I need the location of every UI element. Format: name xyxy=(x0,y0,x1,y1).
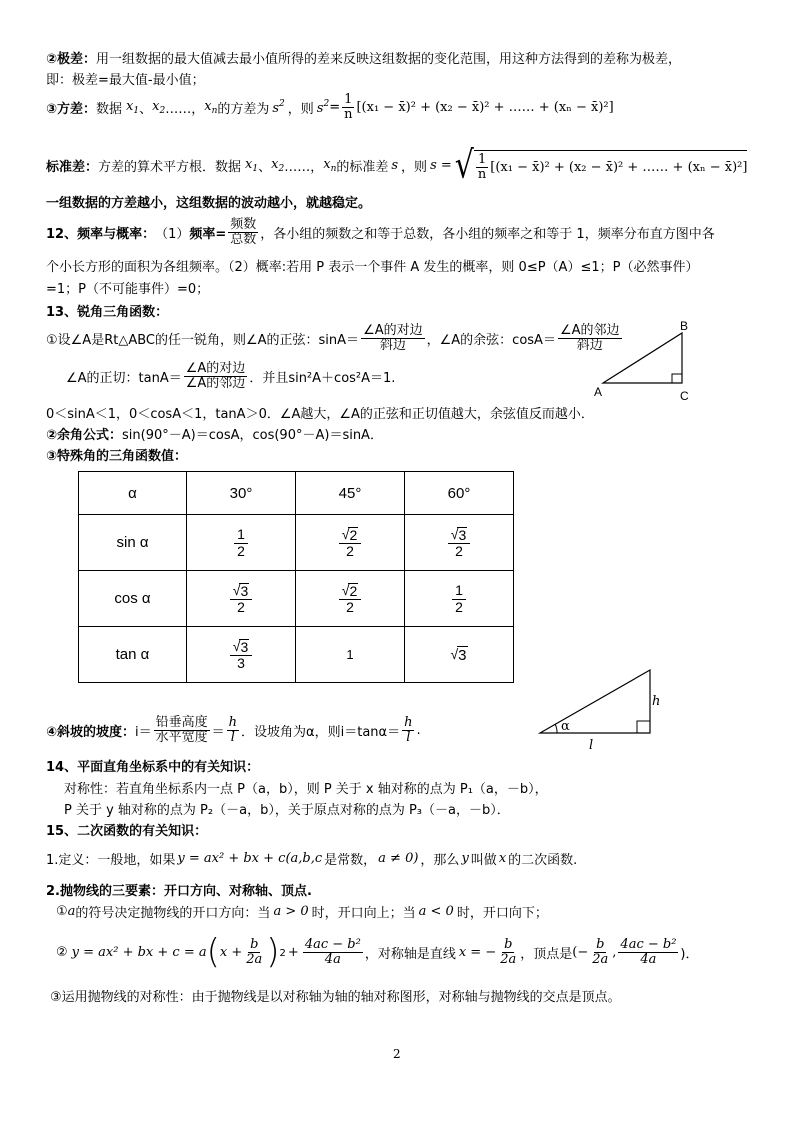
l-label: l xyxy=(589,738,594,753)
cell-cos60: $\frac{1}{2}$ xyxy=(405,571,514,627)
stddev-sep: 、 xyxy=(258,160,272,176)
alpha-label: α xyxy=(561,719,570,734)
label-c: C xyxy=(680,389,689,403)
label-a: A xyxy=(594,385,603,399)
cell-tan45: 1 xyxy=(296,627,405,683)
quad-def-b: 是常数， xyxy=(324,853,377,868)
three-elements-head: 2.抛物线的三要素：开口方向、对称轴、顶点. xyxy=(46,884,312,899)
item1-b: 的符号决定抛物线的开口方向：当 xyxy=(75,906,271,921)
header-alpha: α xyxy=(79,472,187,515)
right-angle-mark xyxy=(637,721,650,733)
item2-lhs: y = ax² + bx + c = a xyxy=(71,944,207,960)
coord-head: 14、平面直角坐标系中的有关知识： xyxy=(46,760,260,775)
row-label-cos: cos α xyxy=(79,571,187,627)
quad-def-a: 1.定义：一般地，如果 xyxy=(46,853,176,868)
variance-frac: $\frac{1}{n}$ xyxy=(344,92,353,122)
variance-formula-lhs: $s^2$ xyxy=(316,98,330,116)
item2-xeq: x = − xyxy=(458,944,497,960)
range-head: ②极差： xyxy=(46,52,97,67)
complement-formula: sin(90°－A)＝cosA，cos(90°－A)＝sinA． xyxy=(122,428,383,443)
item1-var: a xyxy=(67,904,76,919)
freq-rest: ，各小组的频数之和等于总数，各小组的频率之和等于 1，频率分布直方图中各 xyxy=(260,226,715,242)
quad-def-e: 的二次函数. xyxy=(508,853,578,868)
variance-sep: 、 xyxy=(139,101,153,117)
variance-x1: $x_1$ xyxy=(126,98,140,116)
variance-text: 数据 xyxy=(96,101,123,117)
cell-sin30: $\frac{1}{2}$ xyxy=(187,515,296,571)
freq-p1: （1） xyxy=(155,226,190,242)
acute-head: 13、锐角三角函数： xyxy=(46,305,169,320)
stddev-mid: 的标准差 xyxy=(336,160,389,176)
header-30: 30° xyxy=(187,472,296,515)
right-paren: ) xyxy=(266,932,280,972)
variance-dots: ……， xyxy=(165,101,205,117)
item2-x: x + xyxy=(219,944,243,960)
item2-frac-vx: $\frac{b}{2a}$ xyxy=(592,936,609,967)
sin-frac: $\frac{\text{∠A的对边}}{\text{斜边}}$ xyxy=(363,323,423,353)
stddev-body: [(x₁ − x̄)² + (x₂ − x̄)² + …… + (xₙ − x̄)²] xyxy=(490,159,748,175)
quad-def-cond: a ≠ 0) xyxy=(378,851,419,866)
cell-sin60: √ 3 2 xyxy=(405,515,514,571)
stddev-radicand xyxy=(474,150,748,181)
item2-vertex: ，顶点是 xyxy=(520,946,573,962)
slope-frac1: $\frac{\text{铅垂高度}}{\text{水平宽度}}$ xyxy=(155,715,208,745)
cell-sin45: √ 2 2 xyxy=(296,515,405,571)
stddev-frac: $\frac{1}{n}$ xyxy=(477,152,487,182)
right-triangle-figure xyxy=(590,318,700,408)
cos-frac: $\frac{\text{∠A的邻边}}{\text{斜边}}$ xyxy=(559,323,620,353)
item1-e: 时，开口向下； xyxy=(456,906,548,921)
quad-item1 xyxy=(56,902,548,921)
quad-def-c: ，那么 xyxy=(420,853,460,868)
freq-line3: =1；P（不可能事件）=0； xyxy=(46,282,210,297)
cell-tan60: √ 3 xyxy=(405,627,514,683)
freq-line2: 个小长方形的面积为各组频率。（2）概率:若用 P 表示一个事件 A 发生的概率，则 0≤P（A）≤1；P（必然事件） xyxy=(46,260,699,275)
item2-plus: + xyxy=(287,944,299,960)
freq-label: 频率= xyxy=(189,226,227,242)
item1-d: 时，开口向上；当 xyxy=(311,906,416,921)
quad-def-d: 叫做 xyxy=(470,853,497,868)
slope-line xyxy=(46,716,421,744)
item2-frac-vy: $\frac{\text{4ac − b²}}{4a}$ xyxy=(620,936,677,967)
acute-line4 xyxy=(46,424,383,443)
freq-line1 xyxy=(46,218,715,246)
range-line2: 即：极差=最大值-最小值； xyxy=(46,73,205,88)
left-paren: ( xyxy=(206,932,220,972)
item2-frac-axis: $\frac{b}{2a}$ xyxy=(500,936,517,967)
item2-frac-main: $\frac{\text{4ac − b²}}{4a}$ xyxy=(304,936,361,967)
slope-mid: ．设坡角为α，则i＝tanα＝ xyxy=(241,724,401,740)
slope-head: ④斜坡的坡度： xyxy=(46,724,136,740)
slope-eq: ＝ xyxy=(211,724,225,740)
slope-triangle-figure xyxy=(535,665,665,755)
item2-end: )． xyxy=(680,946,699,962)
freq-frac: $\frac{\text{频数}}{\text{总数}}$ xyxy=(230,217,257,247)
acute-line3: 0＜sinA＜1，0＜cosA＜1，tanA＞0．∠A越大，∠A的正弦和正切值越大，余弦值反而越小． xyxy=(46,407,594,422)
trig-table xyxy=(78,471,514,683)
stddev-lhs: s = xyxy=(430,158,452,174)
quad-def-x: x xyxy=(498,851,507,866)
right-angle-mark xyxy=(672,374,682,383)
coord-line2: P 关于 y 轴对称的点为 P₂（－a，b），关于原点对称的点为 P₃（－a，－b）． xyxy=(64,803,510,818)
acute-l1b: ，∠A的余弦：cosA＝ xyxy=(426,332,556,348)
acute-line2 xyxy=(66,362,395,390)
stddev-text: 方差的算术平方根．数据 xyxy=(98,160,242,176)
acute-l2a: ∠A的正切：tanA＝ xyxy=(66,370,182,386)
slope-frac3: $\frac{h}{l}$ xyxy=(404,715,413,745)
table-row xyxy=(79,571,514,627)
item2-axis: ，对称轴是直线 xyxy=(364,946,456,962)
variance-x2: $x_2$ xyxy=(152,98,166,116)
quad-head: 15、二次函数的有关知识： xyxy=(46,824,208,839)
stddev-then: ，则 xyxy=(401,160,428,176)
page-number: 2 xyxy=(393,1047,401,1061)
variance-body: [(x₁ − x̄)² + (x₂ − x̄)² + …… + (xₙ − x̄)²] xyxy=(356,99,614,115)
range-text1: 用一组数据的最大值减去最小值所得的差来反映这组数据的变化范围，用这种方法得到的差称为极差， xyxy=(96,52,682,67)
slope-triangle xyxy=(540,670,650,733)
item2-frac-b: $\frac{b}{2a}$ xyxy=(246,936,263,967)
cell-cos30: √ 3 2 xyxy=(187,571,296,627)
stddev-x2: $x_2$ xyxy=(271,157,285,175)
special-angles-head: ③特殊角的三角函数值： xyxy=(46,449,188,464)
quad-item3: ③运用抛物线的对称性：由于抛物线是以对称轴为轴的轴对称图形，对称轴与抛物线的交点是顶点。 xyxy=(50,990,621,1005)
slope-frac2: $\frac{h}{l}$ xyxy=(228,715,238,745)
quad-def-formula: y = ax² + bx + c(a,b,c xyxy=(177,851,323,866)
variance-head: ③方差： xyxy=(46,101,97,117)
square-exp: 2 xyxy=(279,947,286,959)
table-row xyxy=(79,627,514,683)
angle-arc xyxy=(555,724,557,733)
variance-line xyxy=(46,93,614,121)
stddev-s: s xyxy=(391,158,399,174)
range-line1 xyxy=(46,48,681,67)
quad-def-line xyxy=(46,849,577,868)
variance-xn: $x_n$ xyxy=(204,98,218,116)
item1-cond2: a < 0 xyxy=(418,904,454,919)
tan-frac: $\frac{\text{∠A的对边}}{\text{∠A的邻边}}$ xyxy=(185,361,246,391)
label-b: B xyxy=(680,319,689,333)
stability-note: 一组数据的方差越小，这组数据的波动越小，就越稳定。 xyxy=(46,196,372,211)
cell-tan30: √ 3 3 xyxy=(187,627,296,683)
quad-def-y: y xyxy=(461,851,469,866)
variance-mid: 的方差为 xyxy=(217,101,270,117)
h-label: h xyxy=(652,694,661,709)
coord-line1: 对称性：若直角坐标系内一点 P（a，b），则 P 关于 x 轴对称的点为 P₁（a，－b）， xyxy=(64,782,548,797)
table-header-row xyxy=(79,472,514,515)
row-label-sin: sin α xyxy=(79,515,187,571)
header-60: 60° xyxy=(405,472,514,515)
slope-end: . xyxy=(416,722,421,738)
variance-s2: $s^2$ xyxy=(272,98,285,116)
stddev-xn: $x_n$ xyxy=(323,157,337,175)
stddev-dots: ……， xyxy=(284,160,324,176)
complement-head: ②余角公式： xyxy=(46,428,123,443)
acute-line1 xyxy=(46,324,624,352)
variance-eq: = xyxy=(329,99,341,115)
variance-then: ，则 xyxy=(287,101,314,117)
stddev-head: 标准差： xyxy=(46,160,99,176)
item1-num: ① xyxy=(56,904,68,919)
slope-i: i＝ xyxy=(135,724,152,740)
item2-num: ② xyxy=(56,944,68,960)
cell-cos45: √ 2 2 xyxy=(296,571,405,627)
quad-item2: ② y = ax² + bx + c = a ( x + $\frac{b}{2a}$ ) 2 + $\frac{\text{4ac − b²}}{4a}$ ，对称轴是直线 x = − $\frac{b}{2a}$ ，顶点是 ( − $\frac{b}{2a}$ , $\frac{\text{4ac − b²}}{4a}$ )． xyxy=(56,932,699,972)
stddev-x1: $x_1$ xyxy=(245,157,259,175)
stddev-line xyxy=(46,143,748,187)
triangle-abc xyxy=(603,333,682,383)
table-row xyxy=(79,515,514,571)
acute-l2b: ．并且sin²A＋cos²A＝1. xyxy=(249,370,396,386)
acute-l1a: ①设∠A是Rt△ABC的任一锐角，则∠A的正弦：sinA＝ xyxy=(46,332,360,348)
row-label-tan: tan α xyxy=(79,627,187,683)
item1-cond1: a > 0 xyxy=(273,904,309,919)
freq-head: 12、频率与概率： xyxy=(46,226,156,242)
sqrt-icon: √ xyxy=(454,143,474,187)
header-45: 45° xyxy=(296,472,405,515)
